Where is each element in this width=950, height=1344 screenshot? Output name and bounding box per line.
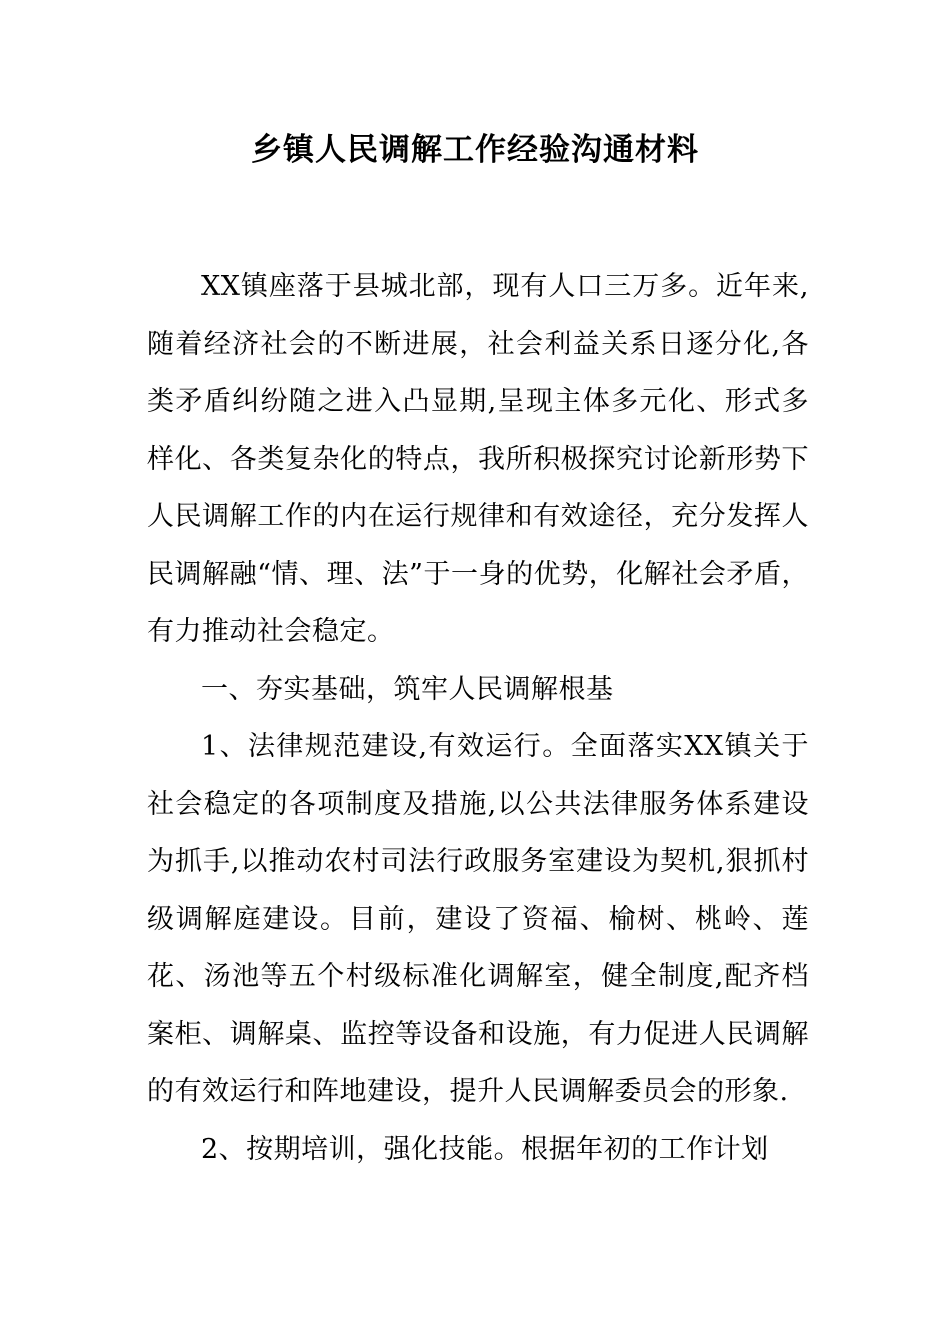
document-body <box>147 258 809 1178</box>
paragraph-item-1: 1、法律规范建设,有效运行。全面落实XX镇关于社会稳定的各项制度及措施,以公共法律服务体系建设为抓手,以推动农村司法行政服务室建设为契机,狠抓村级调解庭建设。目前，建设了资福、榆树、桃岭、莲花、汤池等五个村级标准化调解室，健全制度,配齐档案柜、调解桌、监控等设备和设施，有力促进人民调解的有效运行和阵地建设，提升人民调解委员会的形象. <box>147 731 809 1107</box>
paragraph-intro: XX镇座落于县城北部，现有人口三万多。近年来,随着经济社会的不断进展，社会利益关系日逐分化,各类矛盾纠纷随之进入凸显期,呈现主体多元化、形式多样化、各类复杂化的特点，我所积极探究讨论新形势下人民调解工作的内在运行规律和有效途径，充分发挥人民调解融“情、理、法”于一身的优势，化解社会矛盾，有力推动社会稳定。 <box>147 271 809 647</box>
document-title: 乡镇人民调解工作经验沟通材料 <box>251 132 699 168</box>
section-heading-1: 一、夯实基础，筑牢人民调解根基 <box>201 673 614 705</box>
paragraph-item-2: 2、按期培训，强化技能。根据年初的工作计划 <box>201 1133 769 1165</box>
